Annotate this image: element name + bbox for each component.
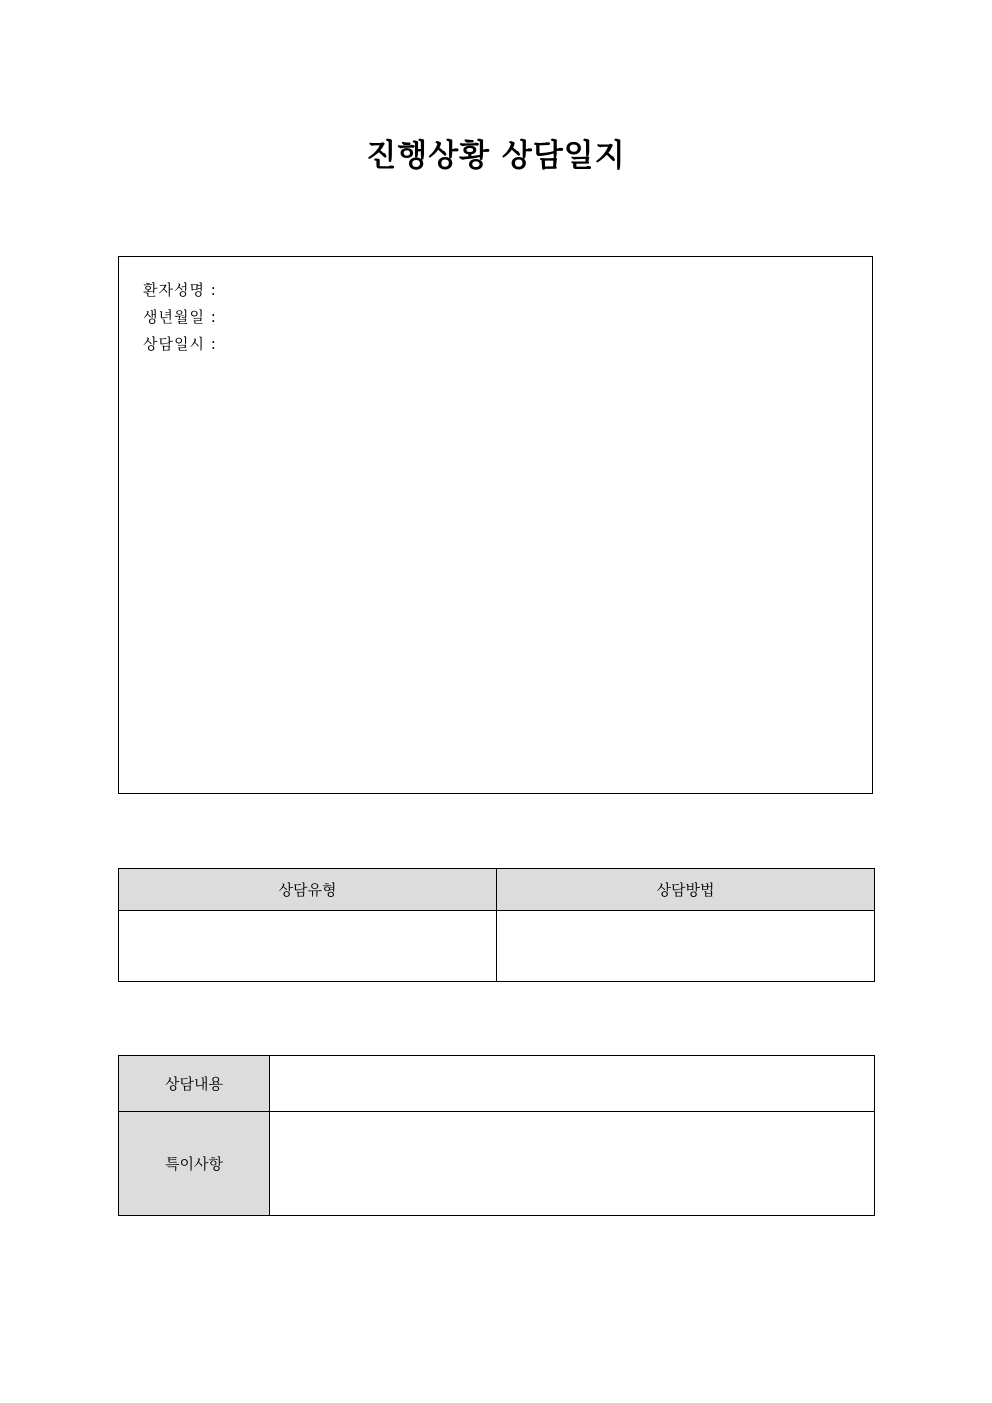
special-notes-cell[interactable] xyxy=(270,1112,875,1216)
consult-content-cell[interactable] xyxy=(270,1056,875,1112)
consult-type-header: 상담유형 xyxy=(119,869,497,911)
consult-content-table xyxy=(118,1055,875,1216)
consult-type-cell[interactable] xyxy=(119,911,497,982)
consult-datetime-label: 상담일시 : xyxy=(143,335,217,353)
consult-method-cell[interactable] xyxy=(497,911,875,982)
patient-name-label: 환자성명 : xyxy=(143,281,217,299)
consult-content-label: 상담내용 xyxy=(119,1056,270,1112)
consult-method-header: 상담방법 xyxy=(497,869,875,911)
consult-type-table xyxy=(118,868,875,982)
page-title: 진행상황 상담일지 xyxy=(366,138,626,174)
birth-date-label: 생년월일 : xyxy=(143,308,217,326)
patient-info-box xyxy=(118,256,873,794)
special-notes-label: 특이사항 xyxy=(119,1112,270,1216)
